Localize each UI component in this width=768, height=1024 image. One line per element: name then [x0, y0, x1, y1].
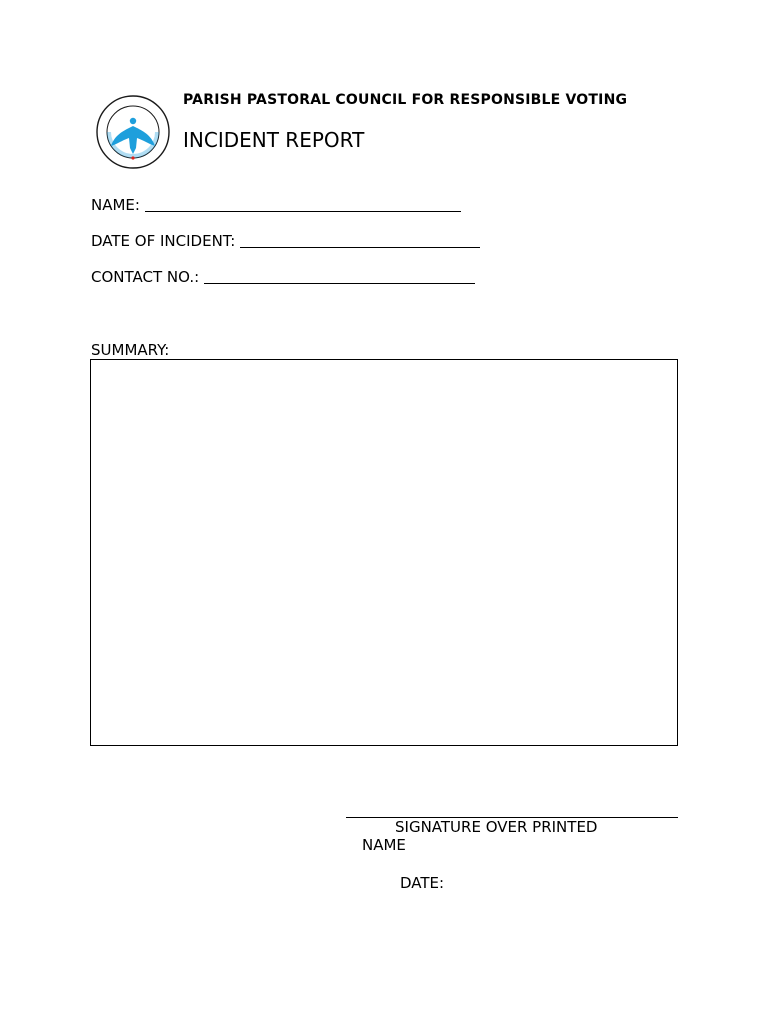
contact-number-label: CONTACT NO.:: [91, 268, 200, 286]
name-label: NAME:: [91, 196, 140, 214]
signature-date-label: DATE:: [400, 874, 445, 892]
date-of-incident-field[interactable]: [91, 232, 480, 250]
date-of-incident-fill-line[interactable]: [240, 233, 480, 248]
contact-number-fill-line[interactable]: [204, 269, 475, 284]
ppcrv-seal-icon: [95, 94, 171, 170]
organization-name: PARISH PASTORAL COUNCIL FOR RESPONSIBLE VOTING: [183, 92, 628, 108]
name-field[interactable]: [91, 196, 461, 214]
signature-caption: SIGNATURE OVER PRINTED: [395, 818, 598, 836]
date-of-incident-label: DATE OF INCIDENT:: [91, 232, 236, 250]
signature-caption-continued: NAME: [362, 836, 406, 854]
name-fill-line[interactable]: [145, 197, 461, 212]
contact-number-field[interactable]: [91, 268, 475, 286]
summary-box[interactable]: [90, 359, 678, 746]
summary-label: SUMMARY:: [91, 341, 170, 359]
page-title: INCIDENT REPORT: [183, 128, 365, 152]
